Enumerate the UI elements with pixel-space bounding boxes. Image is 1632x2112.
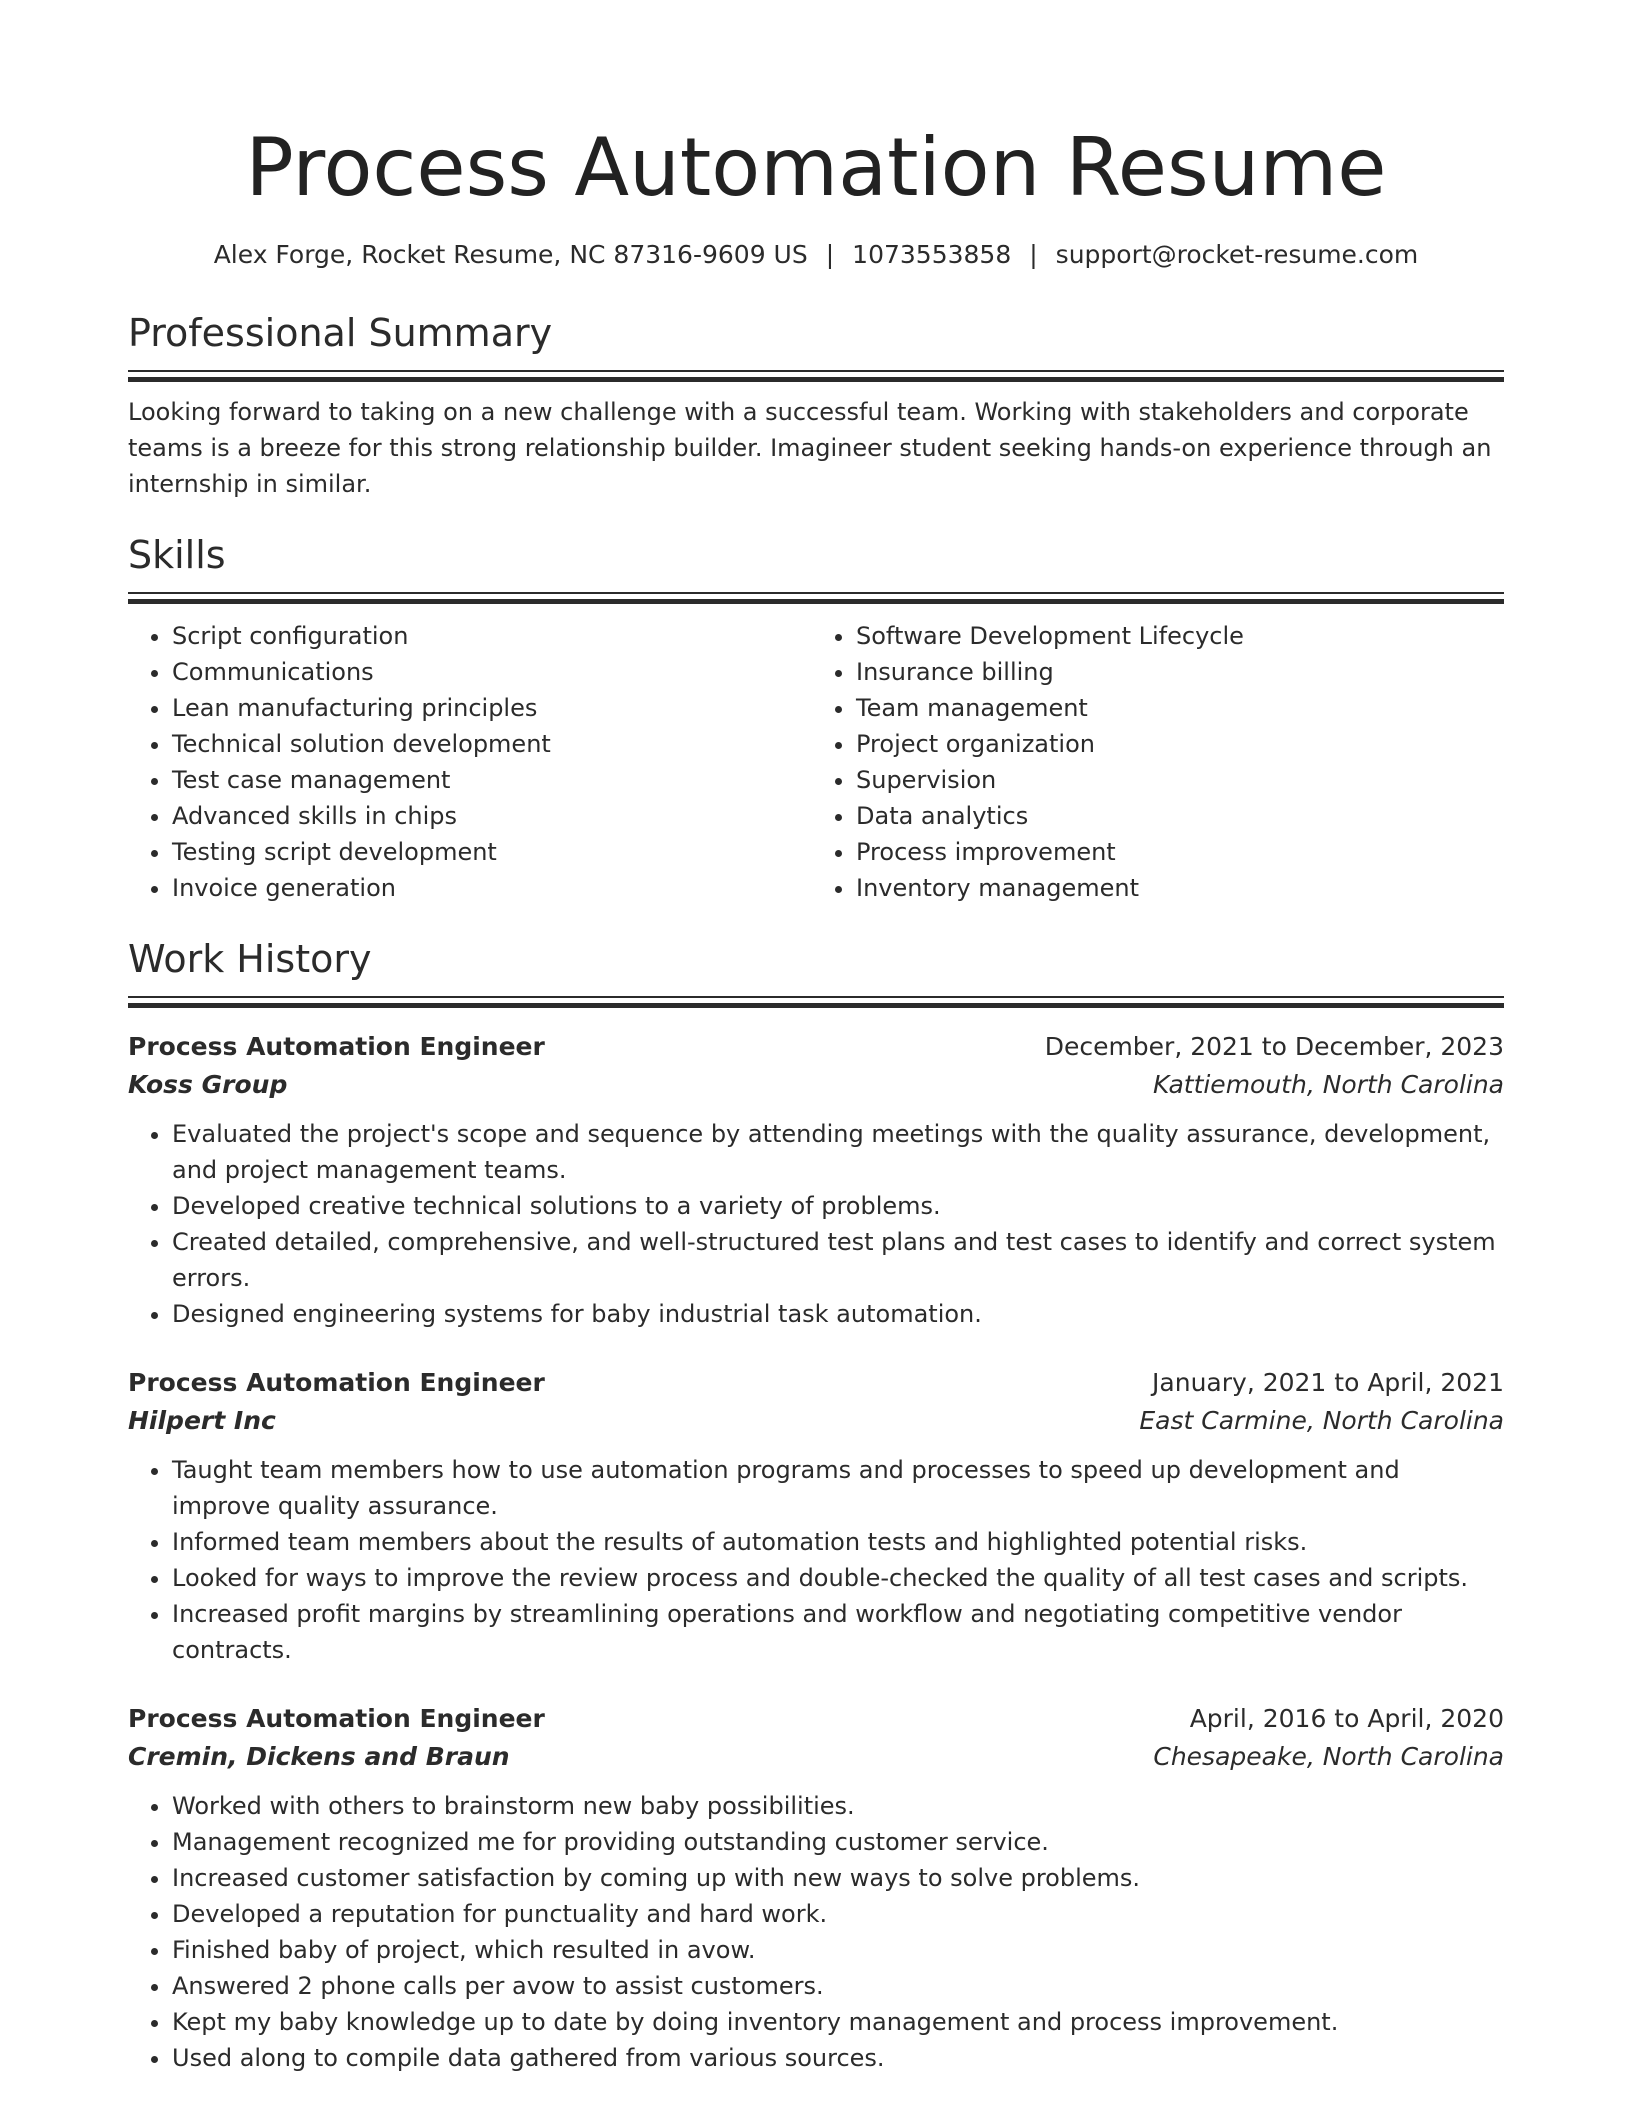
contact-phone: 1073553858 bbox=[852, 240, 1012, 269]
skills-heading: Skills bbox=[128, 533, 226, 577]
contact-email[interactable]: support@rocket-resume.com bbox=[1055, 240, 1419, 269]
skills-list-right bbox=[806, 618, 1490, 906]
job-bullet: • Designed engineering systems for baby industrial task automation. bbox=[172, 1296, 1504, 1332]
skill-item: • Team management bbox=[856, 690, 1490, 726]
skill-item: • Lean manufacturing principles bbox=[172, 690, 806, 726]
job-bullet: • Informed team members about the results of automation tests and highlighted potential risks. bbox=[172, 1524, 1504, 1560]
contact-address: Alex Forge, Rocket Resume, NC 87316-9609 US bbox=[213, 240, 808, 269]
job-subheader bbox=[128, 1402, 1504, 1440]
skill-item: • Technical solution development bbox=[172, 726, 806, 762]
skill-item: • Script configuration bbox=[172, 618, 806, 654]
job-bullet: • Worked with others to brainstorm new baby possibilities. bbox=[172, 1788, 1504, 1824]
skill-item: • Software Development Lifecycle bbox=[856, 618, 1490, 654]
section-divider bbox=[128, 370, 1504, 382]
job-bullet: • Management recognized me for providing outstanding customer service. bbox=[172, 1824, 1504, 1860]
skill-item: • Communications bbox=[172, 654, 806, 690]
job-header bbox=[128, 1028, 1504, 1066]
job-subheader bbox=[128, 1066, 1504, 1104]
job-bullet: • Developed creative technical solutions to a variety of problems. bbox=[172, 1188, 1504, 1224]
job-subheader bbox=[128, 1738, 1504, 1776]
job-bullet: • Looked for ways to improve the review process and double-checked the quality of all test cases and scripts. bbox=[172, 1560, 1504, 1596]
job-entry bbox=[128, 1700, 1504, 2076]
summary-heading: Professional Summary bbox=[128, 311, 553, 355]
skill-item: • Test case management bbox=[172, 762, 806, 798]
job-bullet: • Finished baby of project, which resulted in avow. bbox=[172, 1932, 1504, 1968]
skills-columns bbox=[128, 618, 1504, 906]
job-title: Process Automation Engineer bbox=[128, 1032, 545, 1061]
job-bullet: • Increased profit margins by streamlining operations and workflow and negotiating competitive vendor contracts. bbox=[172, 1596, 1504, 1668]
job-title: Process Automation Engineer bbox=[128, 1704, 545, 1733]
job-dates: April, 2016 to April, 2020 bbox=[1189, 1704, 1504, 1733]
skill-item: • Process improvement bbox=[856, 834, 1490, 870]
job-bullets bbox=[128, 1788, 1504, 2076]
section-divider bbox=[128, 592, 1504, 604]
job-company: Hilpert Inc bbox=[128, 1406, 276, 1435]
skill-item: • Project organization bbox=[856, 726, 1490, 762]
job-bullet: • Taught team members how to use automation programs and processes to speed up development and improve quality assurance. bbox=[172, 1452, 1504, 1524]
skill-item: • Supervision bbox=[856, 762, 1490, 798]
work-history-heading: Work History bbox=[128, 937, 372, 981]
skill-item: • Invoice generation bbox=[172, 870, 806, 906]
skills-section bbox=[128, 530, 1504, 906]
summary-text: Looking forward to taking on a new challenge with a successful team. Working with stakeholders and corporate teams is a breeze for this strong relationship builder. Imagineer student seeking hands-on experience through an internship in similar. bbox=[128, 398, 1492, 498]
work-history-section bbox=[128, 934, 1504, 2076]
resume-title: Process Automation Resume bbox=[245, 121, 1387, 214]
job-company: Koss Group bbox=[128, 1070, 288, 1099]
job-dates: January, 2021 to April, 2021 bbox=[1152, 1368, 1504, 1397]
job-bullet: • Answered 2 phone calls per avow to assist customers. bbox=[172, 1968, 1504, 2004]
summary-section bbox=[128, 308, 1504, 502]
job-entry bbox=[128, 1028, 1504, 1332]
job-bullet: • Used along to compile data gathered from various sources. bbox=[172, 2040, 1504, 2076]
job-entry bbox=[128, 1364, 1504, 1668]
skill-item: • Insurance billing bbox=[856, 654, 1490, 690]
contact-line bbox=[128, 238, 1504, 272]
contact-separator: | bbox=[825, 240, 835, 269]
skill-item: • Testing script development bbox=[172, 834, 806, 870]
job-bullets bbox=[128, 1116, 1504, 1332]
job-title: Process Automation Engineer bbox=[128, 1368, 545, 1397]
contact-separator: | bbox=[1029, 240, 1038, 269]
job-bullets bbox=[128, 1452, 1504, 1668]
job-bullet: • Increased customer satisfaction by coming up with new ways to solve problems. bbox=[172, 1860, 1504, 1896]
job-bullet: • Developed a reputation for punctuality and hard work. bbox=[172, 1896, 1504, 1932]
skills-list-left bbox=[128, 618, 806, 906]
skill-item: • Advanced skills in chips bbox=[172, 798, 806, 834]
skill-item: • Data analytics bbox=[856, 798, 1490, 834]
job-bullet: • Created detailed, comprehensive, and well-structured test plans and test cases to identify and correct system errors. bbox=[172, 1224, 1504, 1296]
job-location: East Carmine, North Carolina bbox=[1139, 1406, 1504, 1435]
job-location: Chesapeake, North Carolina bbox=[1153, 1742, 1504, 1771]
job-bullet: • Evaluated the project's scope and sequence by attending meetings with the quality assurance, development, and project management teams. bbox=[172, 1116, 1504, 1188]
section-divider bbox=[128, 996, 1504, 1008]
job-location: Kattiemouth, North Carolina bbox=[1152, 1070, 1504, 1099]
job-bullet: • Kept my baby knowledge up to date by doing inventory management and process improvement. bbox=[172, 2004, 1504, 2040]
job-header bbox=[128, 1700, 1504, 1738]
resume-page bbox=[128, 0, 1504, 2076]
job-dates: December, 2021 to December, 2023 bbox=[1044, 1032, 1504, 1061]
job-company: Cremin, Dickens and Braun bbox=[128, 1742, 510, 1771]
skill-item: • Inventory management bbox=[856, 870, 1490, 906]
job-header bbox=[128, 1364, 1504, 1402]
